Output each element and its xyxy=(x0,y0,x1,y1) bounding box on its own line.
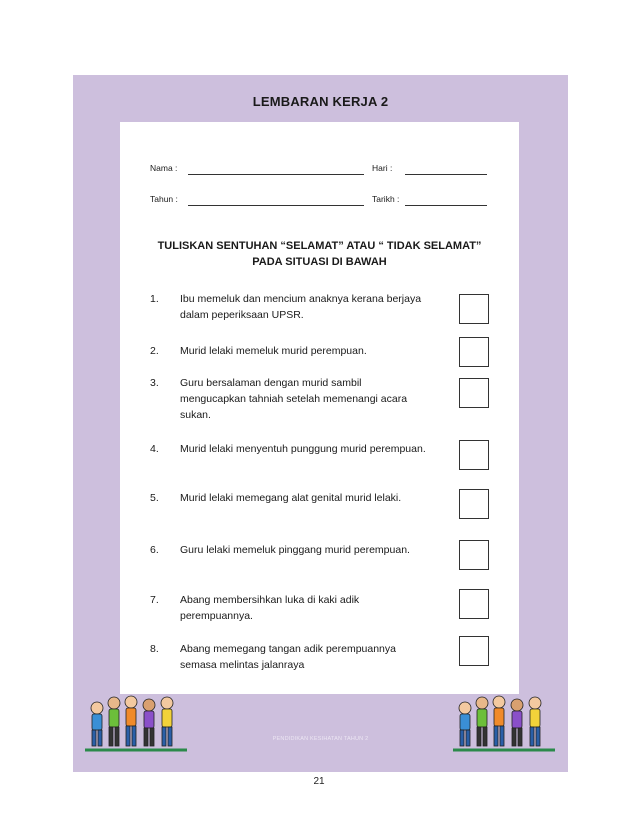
answer-box-4[interactable] xyxy=(459,440,489,470)
instruction xyxy=(120,238,519,270)
answer-box-3[interactable] xyxy=(459,378,489,408)
worksheet-title: LEMBARAN KERJA 2 xyxy=(252,94,389,109)
children-illustration-right xyxy=(451,690,561,760)
question-text: Abang memegang tangan adik perempuannya semasa melintas jalanraya xyxy=(180,643,396,671)
tahun-label: Tahun : xyxy=(150,194,178,204)
question-number: 6. xyxy=(150,544,159,556)
hari-line[interactable] xyxy=(405,174,487,175)
page-number: 21 xyxy=(313,776,325,787)
question-number: 1. xyxy=(150,293,159,305)
answer-box-5[interactable] xyxy=(459,489,489,519)
answer-box-6[interactable] xyxy=(459,540,489,570)
tahun-line[interactable] xyxy=(188,205,364,206)
question-number: 3. xyxy=(150,377,159,389)
nama-label: Nama : xyxy=(150,163,178,173)
question-text: Abang membersihkan luka di kaki adik perempuannya. xyxy=(180,594,360,622)
answer-box-7[interactable] xyxy=(459,589,489,619)
question-number: 5. xyxy=(150,492,159,504)
answer-box-1[interactable] xyxy=(459,294,489,324)
question-text: Ibu memeluk dan mencium anaknya kerana berjaya dalam peperiksaan UPSR. xyxy=(180,293,422,321)
question-number: 2. xyxy=(150,345,159,357)
instruction-line-2: PADA SITUASI DI BAWAH xyxy=(252,256,387,268)
tarikh-line[interactable] xyxy=(405,205,487,206)
hari-label: Hari : xyxy=(372,163,393,173)
worksheet-sheet xyxy=(120,122,519,694)
question-text: Murid lelaki menyentuh punggung murid perempuan. xyxy=(180,443,426,455)
question-number: 7. xyxy=(150,594,159,606)
question-number: 8. xyxy=(150,643,159,655)
question-text: Guru bersalaman dengan murid sambil mengucapkan tahniah setelah memenangi acara sukan. xyxy=(180,377,408,421)
answer-box-8[interactable] xyxy=(459,636,489,666)
tarikh-label: Tarikh : xyxy=(372,194,400,204)
question-text: Murid lelaki memeluk murid perempuan. xyxy=(180,345,367,357)
worksheet-footer: PENDIDIKAN KESIHATAN TAHUN 2 xyxy=(272,736,369,742)
question-text: Guru lelaki memeluk pinggang murid perempuan. xyxy=(180,544,410,556)
children-illustration-left xyxy=(83,690,193,760)
nama-line[interactable] xyxy=(188,174,364,175)
question-text: Murid lelaki memegang alat genital murid lelaki. xyxy=(180,492,402,504)
question-number: 4. xyxy=(150,443,159,455)
worksheet-frame xyxy=(73,75,568,772)
answer-box-2[interactable] xyxy=(459,337,489,367)
instruction-line-1: TULISKAN SENTUHAN “SELAMAT” ATAU “ TIDAK SELAMAT” xyxy=(157,240,482,252)
